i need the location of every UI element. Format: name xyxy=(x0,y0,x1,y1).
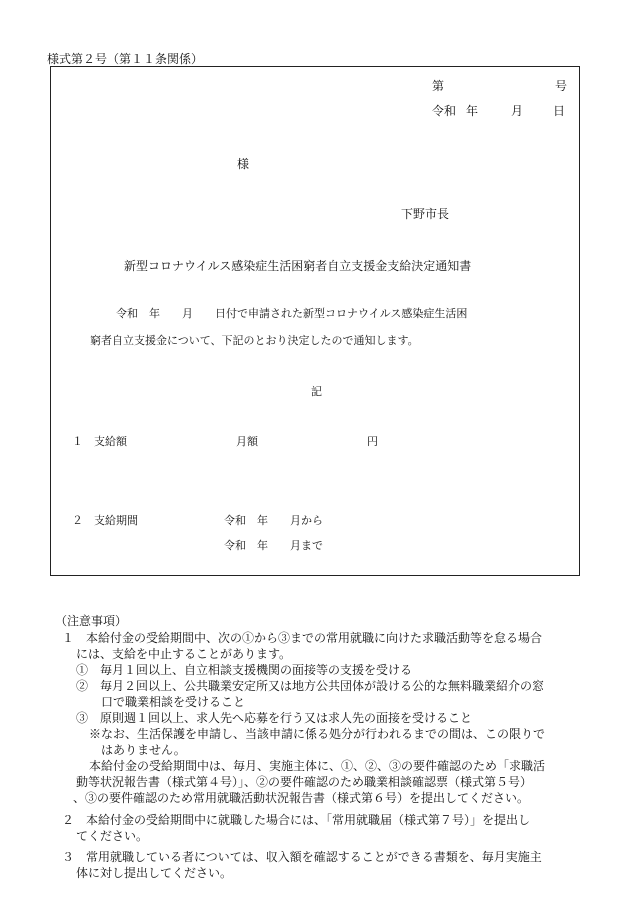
item2-label: 支給期間 xyxy=(94,514,138,527)
item1-monthly: 月額 xyxy=(236,435,258,448)
date-day: 日 xyxy=(553,104,566,118)
note-line: 口で職業相談を受けること xyxy=(101,695,246,709)
note-line: 、③の要件確認のため常用就職活動状況報告書（様式第６号）を提出してください。 xyxy=(73,791,530,805)
note-line: ① 毎月１回以上、自立相談支援機関の面接等の支援を受ける xyxy=(76,663,413,677)
form-number-label: 様式第２号（第１１条関係） xyxy=(47,52,204,66)
note-line: には、支給を中止することがあります。 xyxy=(76,647,292,661)
item2-to: 令和 年 月まで xyxy=(224,539,323,552)
item1-number: １ xyxy=(72,435,83,448)
note-line: １ 本給付金の受給期間中、次の①から③までの常用就職に向けた求職活動等を怠る場合 xyxy=(62,631,543,645)
date-era: 令和 xyxy=(432,104,457,118)
note-line: ３ 常用就職している者については、収入額を確認することができる書類を、毎月実施主 xyxy=(62,850,542,864)
addressee-honorific: 様 xyxy=(237,157,250,171)
note-line: ※なお、生活保護を申請し、当該申請に係る処分が行われるまでの間は、この限りで xyxy=(89,727,546,741)
note-line: ② 毎月２回以上、公共職業安定所又は地方公共団体が設ける公的な無料職業紹介の窓 xyxy=(76,679,545,693)
document-title: 新型コロナウイルス感染症生活困窮者自立支援金支給決定通知書 xyxy=(124,259,472,273)
item1-yen: 円 xyxy=(367,435,378,448)
note-line: 動等状況報告書（様式第４号）」、②の要件確認のため職業相談確認票（様式第５号） xyxy=(76,775,533,789)
note-line: ２ 本給付金の受給期間中に就職した場合には、「常用就職届（様式第７号）」を提出し xyxy=(62,813,531,827)
date-month: 月 xyxy=(511,104,524,118)
notice-frame xyxy=(50,66,580,576)
date-year: 年 xyxy=(466,104,479,118)
doc-number-prefix: 第 xyxy=(432,79,445,93)
note-line: ③ 原則週１回以上、求人先へ応募を行う又は求人先の面接を受けること xyxy=(76,711,473,725)
body-line-1: 令和 年 月 日付で申請された新型コロナウイルス感染症生活困 xyxy=(116,307,468,320)
notes-heading: （注意事項） xyxy=(55,614,128,628)
doc-number-suffix: 号 xyxy=(555,79,568,93)
note-line: 体に対し提出してください。 xyxy=(76,866,233,880)
issuer-name: 下野市長 xyxy=(401,207,450,221)
item2-from: 令和 年 月から xyxy=(224,514,323,527)
body-line-2: 窮者自立支援金について、下記のとおり決定したので通知します。 xyxy=(90,334,419,347)
note-line: 本給付金の受給期間中は、毎月、実施主体に、①、②、③の要件確認のため「求職活 xyxy=(89,759,546,773)
ki-label: 記 xyxy=(311,385,322,398)
item1-label: 支給額 xyxy=(94,435,127,448)
item2-number: ２ xyxy=(72,514,83,527)
note-line: てください。 xyxy=(76,829,149,843)
note-line: はありません。 xyxy=(101,743,186,757)
